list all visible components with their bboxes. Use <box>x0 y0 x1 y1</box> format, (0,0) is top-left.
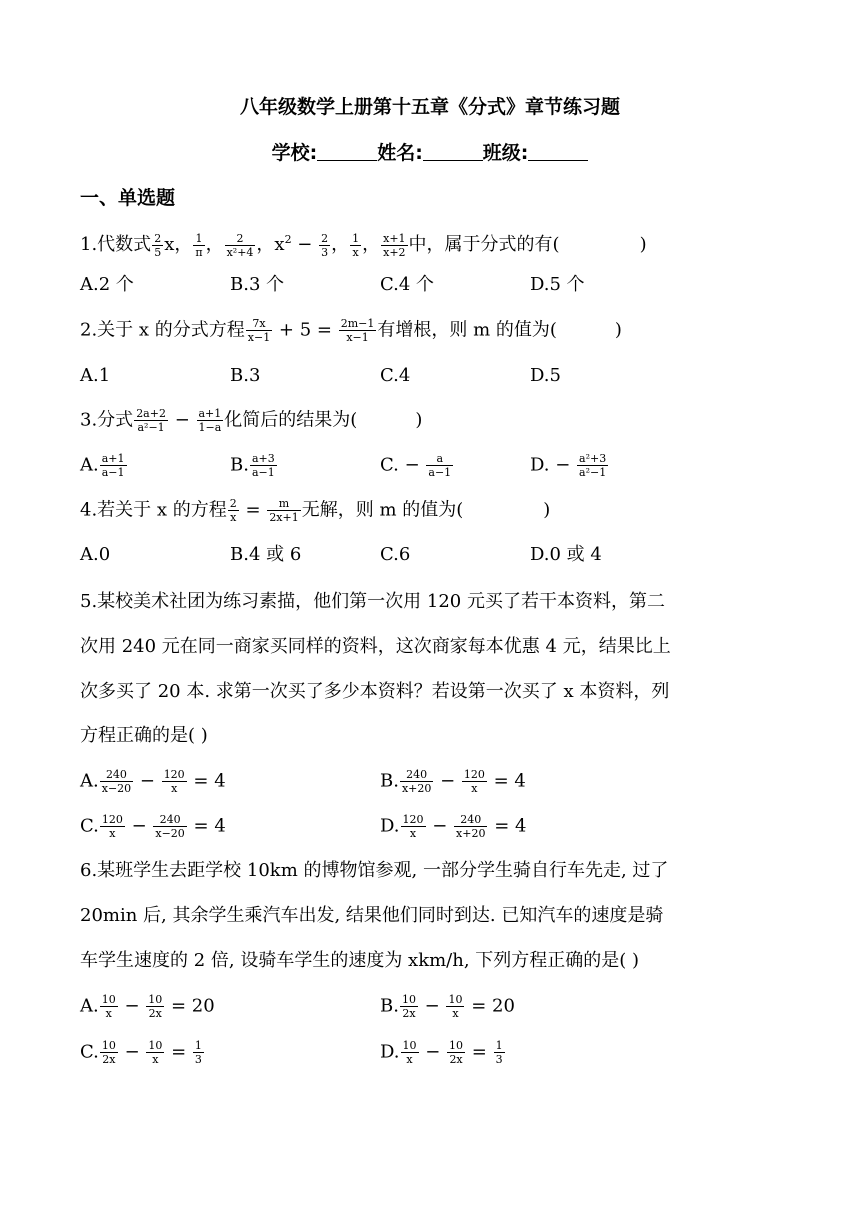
q6-option-b[interactable]: B. $\frac{10}{2x}$ − $\frac{10}{x}$ = 20 <box>380 993 515 1020</box>
question-6-line-3: 车学生速度的 2 倍, 设骑车学生的速度为 xkm/h, 下列方程正确的是( ) <box>80 950 640 971</box>
student-info-line <box>0 138 860 165</box>
name-label: 姓名: <box>377 142 423 164</box>
q5-option-b[interactable]: B. $\frac{240}{x+20}$ − $\frac{120}{x}$ = 4 <box>380 768 526 795</box>
q6-option-d[interactable]: D. $\frac{10}{x}$ − $\frac{10}{2x}$ = $\frac{1}{3}$ <box>380 1039 503 1066</box>
q6-option-a[interactable]: A. $\frac{10}{x}$ − $\frac{10}{2x}$ = 20 <box>80 993 215 1020</box>
question-5-line-4: 方程正确的是( ) <box>80 725 208 746</box>
q3-option-d[interactable]: D. − $\frac{\text{a²+3}}{\text{a²−1}}$ <box>530 452 607 479</box>
question-5-line-1: 5.某校美术社团为练习素描，他们第一次用 120 元买了若干本资料，第二 <box>80 591 665 612</box>
q3-option-c[interactable]: C. − $\frac{a}{a-1}$ <box>380 452 452 479</box>
q3-option-a[interactable]: A. $\frac{a+1}{a-1}$ <box>80 452 125 479</box>
name-blank[interactable] <box>423 142 483 161</box>
q1-option-a[interactable]: A.2 个 <box>80 274 134 295</box>
q4-option-b[interactable]: B.4 或 6 <box>230 544 302 565</box>
question-4-stem: 4.若关于 x 的方程 $\frac{2}{x}$ = $\frac{m}{2x+1}$ 无解，则 m 的值为( ) <box>80 497 551 524</box>
q2-option-a[interactable]: A.1 <box>80 365 111 386</box>
q6-option-c[interactable]: C. $\frac{10}{2x}$ − $\frac{10}{x}$ = $\frac{1}{3}$ <box>80 1039 202 1066</box>
school-blank[interactable] <box>317 142 377 161</box>
class-blank[interactable] <box>528 142 588 161</box>
question-5-line-2: 次用 240 元在同一商家买同样的资料，这次商家每本优惠 4 元，结果比上 <box>80 636 671 657</box>
q4-option-d[interactable]: D.0 或 4 <box>530 544 602 565</box>
q1-option-d[interactable]: D.5 个 <box>530 274 585 295</box>
class-label: 班级: <box>482 142 529 164</box>
question-5-line-3: 次多买了 20 本. 求第一次买了多少本资料？若设第一次买了 x 本资料，列 <box>80 681 670 702</box>
question-6-line-1: 6.某班学生去距学校 10km 的博物馆参观, 一部分学生骑自行车先走, 过了 <box>80 860 669 881</box>
question-1-stem: 1.代数式 $\frac{2}{5}$ x， $\frac{1}{\pi}$ ， $\frac{2}{\text{x²+4}}$ ，$x^2$ − $\frac{2}{3}$ ， $\frac{1}{x}$ ， $\frac{x+1}{x+2}$ 中，属于分式的有( ) <box>80 231 647 259</box>
q4-option-a[interactable]: A.0 <box>80 544 111 565</box>
q5-option-a[interactable]: A. $\frac{240}{x-20}$ − $\frac{120}{x}$ = 4 <box>80 768 226 795</box>
q1-option-c[interactable]: C.4 个 <box>380 274 435 295</box>
q2-option-d[interactable]: D.5 <box>530 365 561 386</box>
q3-option-b[interactable]: B. $\frac{a+3}{a-1}$ <box>230 452 275 479</box>
q1-option-b[interactable]: B.3 个 <box>230 274 285 295</box>
question-2-stem: 2.关于 x 的分式方程 $\frac{7x}{x-1}$ + 5 = $\frac{2m-1}{x-1}$ 有增根，则 m 的值为( ) <box>80 317 622 344</box>
q2-option-b[interactable]: B.3 <box>230 365 261 386</box>
page-title: 八年级数学上册第十五章《分式》章节练习题 <box>239 96 620 118</box>
school-label: 学校: <box>271 142 318 164</box>
q4-option-c[interactable]: C.6 <box>380 544 411 565</box>
question-3-stem: 3.分式 $\frac{2a+2}{\text{a²−1}}$ − $\frac{a+1}{1-a}$ 化简后的结果为( ) <box>80 407 423 434</box>
q5-option-d[interactable]: D. $\frac{120}{x}$ − $\frac{240}{x+20}$ = 4 <box>380 813 527 840</box>
q2-option-c[interactable]: C.4 <box>380 365 411 386</box>
section-title: 一、单选题 <box>80 187 176 209</box>
q5-option-c[interactable]: C. $\frac{120}{x}$ − $\frac{240}{x-20}$ = 4 <box>80 813 226 840</box>
question-6-line-2: 20min 后, 其余学生乘汽车出发, 结果他们同时到达. 已知汽车的速度是骑 <box>80 905 664 926</box>
